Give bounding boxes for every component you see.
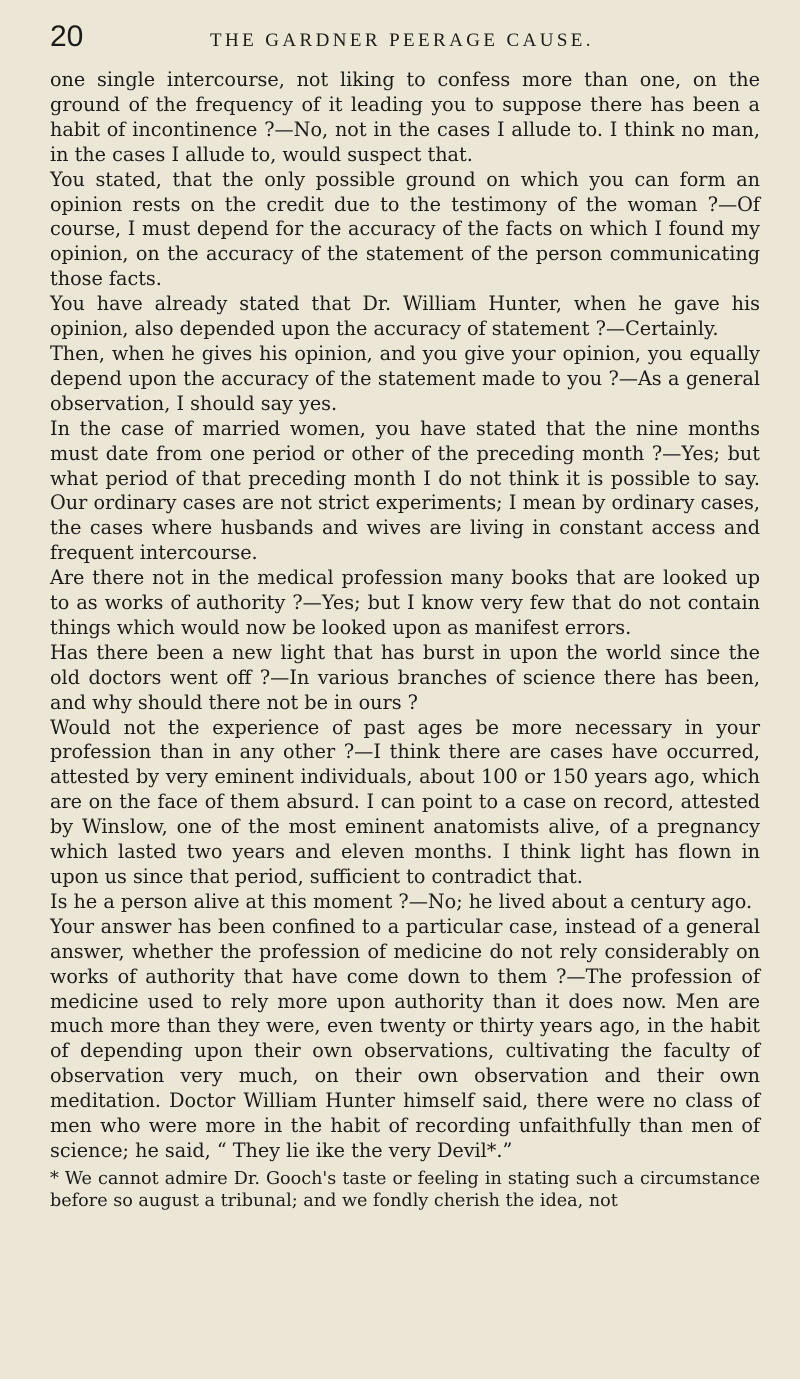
- paragraph: You stated, that the only possible ground on which you can form an opinion rests on the credit due to the testimony of the woman ?—Of course, I must depend for the accuracy of the facts on which I found my opinion, on the accuracy of the statement of the person communicating those facts.: [50, 167, 760, 291]
- paragraph: Would not the experience of past ages be more necessary in your profession than in any other ?—I think there are cases have occurred, attested by very eminent individuals, about 100 or 150 years ago, which are on the face of them absurd. I can point to a case on record, attested by Winslow, one of the most eminent anatomists alive, of a pregnancy which lasted two years and eleven months. I think light has flown in upon us since that period, sufficient to contradict that.: [50, 715, 760, 888]
- paragraph: In the case of married women, you have stated that the nine months must date from one period or other of the preceding month ?—Yes; but what period of that preceding month I do not think it is possible to say. Our ordinary cases are not strict experiments; I mean by ordinary cases, the cases where husbands and wives are living in constant access and frequent intercourse.: [50, 416, 760, 565]
- paragraph: Has there been a new light that has burst in upon the world since the old doctors went off ?—In various branches of science there has been, and why should there not be in ours ?: [50, 640, 760, 714]
- paragraph: one single intercourse, not liking to confess more than one, on the ground of the frequency of it leading you to suppose there has been a habit of incontinence ?—No, not in the cases I allude to. I think no man, in the cases I allude to, would suspect that.: [50, 68, 760, 166]
- running-head: THE GARDNER PEERAGE CAUSE.: [210, 30, 594, 51]
- footnote: * We cannot admire Dr. Gooch's taste or feeling in stating such a circumstance before so august a tribunal; and we fondly cherish the idea, not: [50, 1168, 760, 1211]
- paragraph: You have already stated that Dr. William Hunter, when he gave his opinion, also depended upon the accuracy of statement ?—Certainly.: [50, 292, 760, 341]
- body-text: [50, 68, 760, 1164]
- page-number: 20: [50, 20, 84, 53]
- paragraph: Your answer has been confined to a particular case, instead of a general answer, whether the profession of medicine do not rely considerably on works of authority that have come down to them ?—The profession of medicine used to rely more upon authority than it does now. Men are much more than they were, even twenty or thirty years ago, in the habit of depending upon their own observations, cultivating the faculty of observation very much, on their own observation and their own meditation. Doctor William Hunter himself said, there were no class of men who were more in the habit of recording unfaithfully than men of science; he said, “ They lie ike the very Devil*.”: [50, 914, 760, 1162]
- page-header: [50, 20, 760, 56]
- paragraph: Are there not in the medical profession many books that are looked up to as works of authority ?—Yes; but I know very few that do not contain things which would now be looked upon as manifest errors.: [50, 566, 760, 639]
- paragraph: Is he a person alive at this moment ?—No; he lived about a century ago.: [50, 889, 753, 913]
- paragraph: Then, when he gives his opinion, and you give your opinion, you equally depend upon the accuracy of the statement made to you ?—As a general observation, I should say yes.: [50, 341, 760, 415]
